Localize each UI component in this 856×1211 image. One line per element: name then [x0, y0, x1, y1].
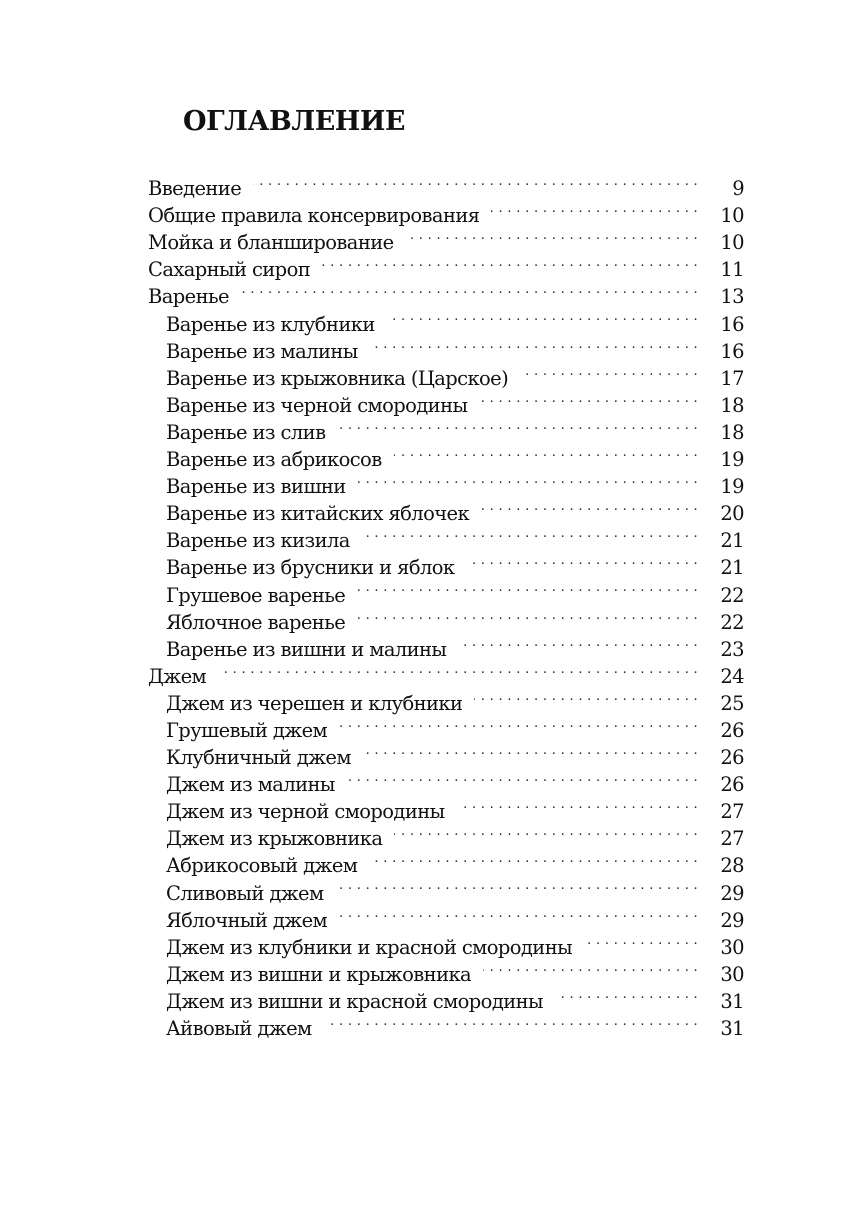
- dot-leader: [458, 629, 698, 656]
- dot-leader: [467, 547, 698, 574]
- toc-entry-title: Яблочное варенье: [166, 610, 346, 634]
- toc-entry-page: 29: [720, 881, 744, 905]
- toc-entry-title: Джем из вишни и красной смородины: [166, 989, 543, 1013]
- toc-entry-page: 22: [720, 583, 744, 607]
- dot-leader: [457, 791, 698, 818]
- toc-entry-page: 26: [720, 718, 744, 742]
- toc-entry-title: Варенье из брусники и яблок: [166, 556, 455, 580]
- toc-entry-page: 10: [720, 231, 744, 255]
- dot-leader: [369, 845, 698, 872]
- toc-entry[interactable]: [148, 168, 744, 201]
- toc-entry-title: Варенье из слив: [166, 420, 326, 444]
- toc-entry-page: 25: [720, 691, 744, 715]
- toc-entry-title: Джем из черной смородины: [166, 800, 445, 824]
- toc-entry-page: 24: [720, 664, 744, 688]
- toc-entry-title: Джем из черешен и клубники: [166, 691, 463, 715]
- toc-entry-title: Джем из крыжовника: [166, 827, 383, 851]
- dot-leader: [387, 303, 698, 330]
- dot-leader: [584, 927, 698, 954]
- toc-entry-page: 22: [720, 610, 744, 634]
- toc-entry-title: Мойка и бланширование: [148, 231, 394, 255]
- toc-entry-page: 13: [720, 285, 744, 309]
- dot-leader: [337, 412, 698, 439]
- dot-leader: [324, 1008, 698, 1035]
- toc-entry-page: 21: [720, 556, 744, 580]
- toc-entry-page: 30: [720, 962, 744, 986]
- toc-subentry[interactable]: [148, 683, 744, 715]
- dot-leader: [347, 764, 698, 791]
- toc-entry-page: 18: [720, 393, 744, 417]
- dot-leader: [336, 872, 698, 899]
- toc-entry-page: 9: [732, 177, 744, 201]
- toc-entry-page: 16: [720, 339, 744, 363]
- dot-leader: [394, 439, 698, 466]
- toc-subentry[interactable]: [148, 303, 744, 336]
- dot-leader: [322, 249, 698, 276]
- dot-leader: [358, 466, 698, 493]
- toc-entry-title: Сливовый джем: [166, 881, 324, 905]
- dot-leader: [483, 954, 698, 981]
- toc-entry-page: 19: [720, 448, 744, 472]
- toc-entry-page: 29: [720, 908, 744, 932]
- toc-entry-title: Джем из клубники и красной смородины: [166, 935, 573, 959]
- toc-entry-title: Джем из вишни и крыжовника: [166, 962, 472, 986]
- page-title: ОГЛАВЛЕНИЕ: [183, 106, 405, 137]
- toc-entry-page: 16: [720, 312, 744, 336]
- toc-entry-page: 28: [720, 854, 744, 878]
- toc-entry-title: Варенье из абрикосов: [166, 448, 382, 472]
- dot-leader: [218, 656, 698, 683]
- toc-entry-title: Варенье из вишни и малины: [166, 637, 447, 661]
- toc-entry-title: Варенье из кизила: [166, 529, 350, 553]
- dot-leader: [491, 195, 698, 222]
- toc-entry-page: 17: [720, 366, 744, 390]
- dot-leader: [241, 276, 698, 303]
- dot-leader: [357, 602, 698, 629]
- dot-leader: [339, 900, 698, 927]
- toc-entry-page: 21: [720, 529, 744, 553]
- toc-entry-title: Грушевый джем: [166, 718, 328, 742]
- toc-entry-title: Варенье из малины: [166, 339, 358, 363]
- dot-leader: [474, 683, 698, 710]
- toc-entry-page: 26: [720, 746, 744, 770]
- toc-entry-title: Абрикосовый джем: [166, 854, 358, 878]
- toc-entry-title: Сахарный сироп: [148, 258, 311, 282]
- toc-entry-page: 30: [720, 935, 744, 959]
- dot-leader: [481, 493, 698, 520]
- dot-leader: [362, 520, 698, 547]
- toc-entry-title: Варенье из черной смородины: [166, 393, 468, 417]
- toc-entry-title: Джем: [148, 664, 207, 688]
- toc-entry-page: 11: [720, 258, 744, 282]
- toc-entry-title: Варенье из вишни: [166, 475, 346, 499]
- dot-leader: [555, 981, 698, 1008]
- toc-entry-page: 31: [720, 989, 744, 1013]
- toc-entry-page: 20: [720, 502, 744, 526]
- toc-entry-page: 26: [720, 773, 744, 797]
- toc-entry-title: Джем из малины: [166, 773, 335, 797]
- toc-entry-page: 23: [720, 637, 744, 661]
- dot-leader: [370, 331, 698, 358]
- toc-entry-page: 18: [720, 420, 744, 444]
- toc-entry[interactable]: [148, 656, 744, 688]
- toc-entry-page: 27: [720, 800, 744, 824]
- dot-leader: [479, 385, 698, 412]
- dot-leader: [339, 710, 698, 737]
- toc-entry-title: Варенье из китайских яблочек: [166, 502, 470, 526]
- dot-leader: [357, 574, 698, 601]
- toc-entry-page: 10: [720, 204, 744, 228]
- toc-entry-title: Клубничный джем: [166, 746, 351, 770]
- dot-leader: [363, 737, 698, 764]
- toc-entry-title: Варенье из крыжовника (Царское): [166, 366, 509, 390]
- toc-entry-page: 27: [720, 827, 744, 851]
- toc-entry-title: Айвовый джем: [166, 1017, 312, 1040]
- toc-entry-title: Введение: [148, 177, 242, 201]
- toc-entry-page: 19: [720, 475, 744, 499]
- dot-leader: [394, 818, 698, 845]
- table-of-contents: [148, 168, 744, 1040]
- toc-entry-title: Общие правила консервирования: [148, 204, 480, 228]
- dot-leader: [406, 222, 698, 249]
- toc-entry-title: Варенье из клубники: [166, 312, 375, 336]
- toc-entry-title: Варенье: [148, 285, 229, 309]
- toc-entry-page: 31: [720, 1017, 744, 1040]
- dot-leader: [520, 358, 698, 385]
- toc-entry-title: Яблочный джем: [166, 908, 328, 932]
- dot-leader: [253, 168, 698, 195]
- toc-entry-title: Грушевое варенье: [166, 583, 346, 607]
